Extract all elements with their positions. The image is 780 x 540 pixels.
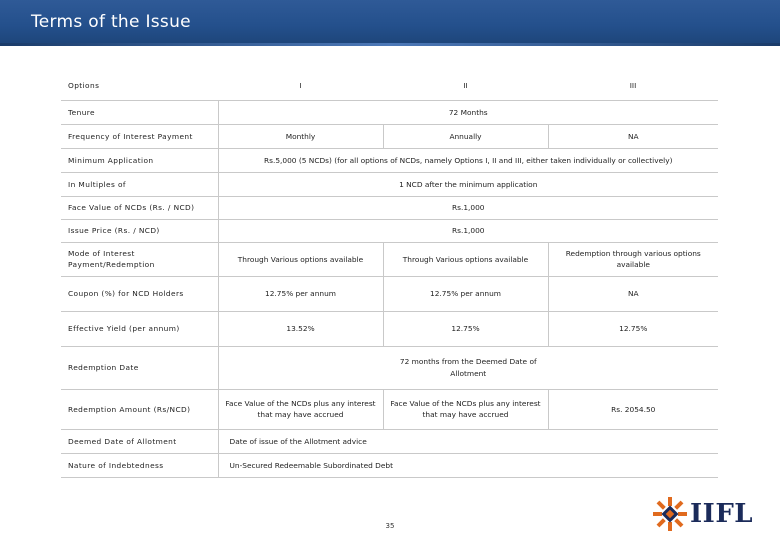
row-label: Tenure (61, 100, 218, 124)
iifl-logo (651, 495, 771, 533)
table-row (61, 242, 718, 276)
table-row (61, 429, 718, 453)
row-value: 12.75% per annum (218, 276, 383, 311)
row-value: 13.52% (218, 311, 383, 346)
column-header: Options (61, 72, 218, 100)
row-value: NA (548, 124, 718, 148)
row-label: Nature of Indebtedness (61, 453, 218, 477)
row-value: Monthly (218, 124, 383, 148)
row-value (218, 346, 718, 389)
row-label: Frequency of Interest Payment (61, 124, 218, 148)
row-value: Through Various options available (218, 242, 383, 276)
table-row (61, 219, 718, 242)
row-label: Redemption Amount (Rs/NCD) (61, 389, 218, 429)
row-value: 1 NCD after the minimum application (218, 172, 718, 196)
table-row (61, 389, 718, 429)
page-number: 35 (385, 522, 395, 530)
row-label: Redemption Date (61, 346, 218, 389)
row-label: Mode of Interest Payment/Redemption (61, 242, 218, 276)
row-value: Face Value of the NCDs plus any interest that may have accrued (218, 389, 383, 429)
table-row (61, 311, 718, 346)
column-header: II (383, 72, 548, 100)
row-value: 12.75% (548, 311, 718, 346)
table-header-row (61, 72, 718, 100)
title-accent-line (0, 43, 780, 46)
row-label: Coupon (%) for NCD Holders (61, 276, 218, 311)
row-value: Redemption through various options available (548, 242, 718, 276)
row-label: Minimum Application (61, 148, 218, 172)
row-value: Date of issue of the Allotment advice (218, 429, 718, 453)
row-value: Rs.5,000 (5 NCDs) (for all options of NCDs, namely Options I, II and III, either taken individually or collectively) (218, 148, 718, 172)
row-value: 12.75% (383, 311, 548, 346)
row-value: Through Various options available (383, 242, 548, 276)
table-row (61, 100, 718, 124)
redemption-date-text: 72 months from the Deemed Date of Allotment (399, 356, 537, 378)
table-row (61, 276, 718, 311)
table-row (61, 148, 718, 172)
row-value: NA (548, 276, 718, 311)
row-value: Rs. 2054.50 (548, 389, 718, 429)
row-value: 12.75% per annum (383, 276, 548, 311)
logo-emblem-icon (651, 495, 689, 533)
row-label: Deemed Date of Allotment (61, 429, 218, 453)
table-row (61, 172, 718, 196)
table-row (61, 346, 718, 389)
slide-title: Terms of the Issue (31, 12, 191, 32)
column-header: I (218, 72, 383, 100)
row-value: Un-Secured Redeemable Subordinated Debt (218, 453, 718, 477)
row-label: Effective Yield (per annum) (61, 311, 218, 346)
row-value: Rs.1,000 (218, 219, 718, 242)
table-row (61, 124, 718, 148)
table-row (61, 453, 718, 477)
logo-text: IIFL (690, 499, 754, 529)
column-header: III (548, 72, 718, 100)
row-label: Issue Price (Rs. / NCD) (61, 219, 218, 242)
table-row (61, 196, 718, 219)
row-label: Face Value of NCDs (Rs. / NCD) (61, 196, 218, 219)
terms-table (61, 72, 718, 478)
row-value: 72 Months (218, 100, 718, 124)
row-value: Rs.1,000 (218, 196, 718, 219)
row-value: Annually (383, 124, 548, 148)
row-label: In Multiples of (61, 172, 218, 196)
title-bar (0, 0, 780, 46)
row-value: Face Value of the NCDs plus any interest that may have accrued (383, 389, 548, 429)
